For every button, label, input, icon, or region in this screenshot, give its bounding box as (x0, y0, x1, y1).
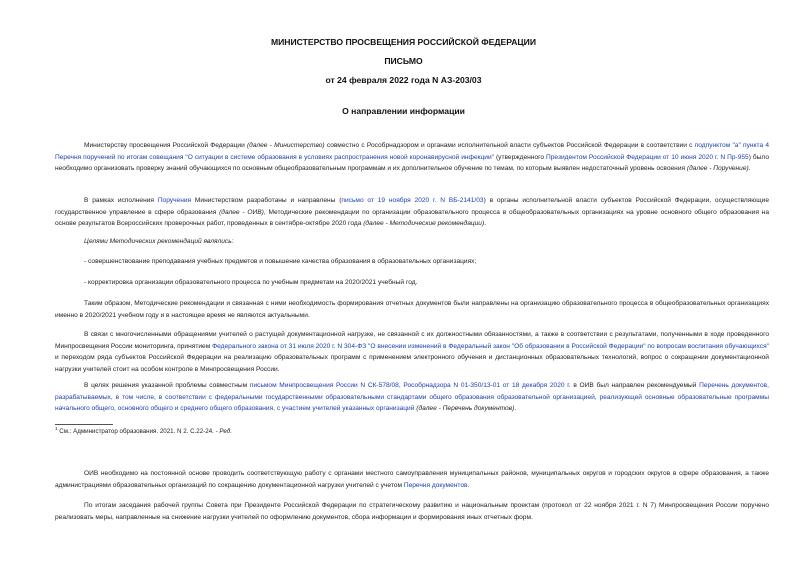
paragraph-6: Таким образом, Методические рекомендации и связанная с ними необходимость формирования отчетных документов были направлены на организацию образовательного процесса в общеобразовательных организациях именно в 2020/2021 учебном году и в настоящее время не являются актуальными. (55, 300, 769, 319)
paragraph-9: ОИВ необходимо на постоянной основе проводить соответствующую работу с органами местного самоуправления муниципальных районов, муниципальных округов и городских округов в сфере образования, а также администрациями образовательных организаций по сокращению документационной нагрузки учителей с учетом Перечня документов. (55, 470, 769, 489)
paragraph-7: В связи с многочисленными обращениями учителей о растущей документационной нагрузке, не связанной с их должностными обязанностями, а также в соответствии с результатами, полученными в ходе проведенного Минпросвещения России мониторинга, принятием Федерального закона от 31 июля 2020 г. N 304-ФЗ "О внесении изменений в Федеральный закон "Об образовании в Российской Федерации" по вопросам воспитания обучающихся" и переходом ряда субъектов Российской Федерации на реализацию образовательных программ с применением электронного обучения и дистанционных образовательных технологий, вопрос о сокращении документационной нагрузки учителей стоит на особом контроле в Минпросвещения России. (55, 331, 769, 373)
paragraph-1: Министерству просвещения Российской Федерации (далее - Министерство) совместно с Рособрнадзором и органами исполнительной власти субъектов Российской Федерации в соответствии с подпунктом "а" пункта 4 Перечня поручений по итогам совещания "О ситуации в системе образования в условиях распространения новой коронавирусной инфекции" (утвержденного Президентом Российской Федерации от 10 июня 2020 г. N Пр-955) было необходимо организовать проверку знаний обучающихся по основным общеобразовательным программам и их дополнительное обучение по темам, по которым выявлен недостаточный уровень освоения (далее - Поручение). (55, 142, 769, 173)
link-letter-vb-2141[interactable]: письмо от 19 ноября 2020 г. N ВБ-2141/03 (341, 197, 484, 204)
link-podpunkt-a[interactable]: подпунктом "а" пункта 4 Перечня поручений по итогам совещания "О ситуации в системе образования в условиях распространения новой коронавирусной инфекции" (55, 142, 769, 161)
link-letter-sk-578[interactable]: письмом Минпросвещения России N СК-578/08, Рособрнадзора N 01-350/13-01 от 18 декабря 2020 г. (249, 382, 571, 389)
paragraph-8: В целях решения указанной проблемы совместным письмом Минпросвещения России N СК-578/08, Рособрнадзора N 01-350/13-01 от 18 декабря 2020 г. в ОИВ был направлен рекомендуемый Перечень документов, разрабатываемых, в том числе, в соответствии с федеральными государственными образовательными стандартами общего образования образовательной организацией, реализующей основные образовательные программы начального общего, основного общего и среднего общего образования, с участием учителей указанных организаций (далее - Перечень документов). (55, 382, 769, 413)
document-subject: О направлении информации (342, 106, 465, 116)
paragraph-goals-heading: Целями Методических рекомендаций являлись: (84, 238, 234, 245)
paragraph-10: По итогам заседания рабочей группы Совета при Президенте Российской Федерации по стратегическому развитию и национальным проектам (протокол от 22 ноября 2021 г. N 7) Минпросвещения России поручено реализовать меры, направленные на снижение нагрузки учителей по оформлению документов, сбора информации и формирования иных отчетных форм. (55, 502, 769, 521)
footnote: $^1$ См.: Администратор образования. 2021. N 2. С.22-24. - Ред. (55, 426, 232, 436)
document-date-number: от 24 февраля 2022 года N АЗ-203/03 (325, 75, 482, 85)
list-item-goal-2: - корректировка организации образовательного процесса по учебным предметам на 2020/2021 учебный год. (84, 279, 418, 286)
paragraph-2: В рамках исполнения Поручения Министерством разработаны и направлены (письмо от 19 ноября 2020 г. N ВБ-2141/03) в органы исполнительной власти субъектов Российской Федерации, осуществляющие государственное управление в сфере образования (далее - ОИВ), Методические рекомендации по организации образовательного процесса в общеобразовательных организациях на уровне основного общего образования на основе результатов Всероссийских проверочных работ, проведенных в сентябре-октябре 2020 года (далее - Методические рекомендации). (55, 197, 770, 228)
list-item-goal-1: - совершенствование преподавания учебных предметов и повышение качества образования в образовательных организациях; (84, 258, 477, 265)
footnote-divider (55, 424, 113, 425)
link-perechen-documents[interactable]: Перечень документов, разрабатываемых, в том числе, в соответствии с федеральными государственными образовательными стандартами общего образования образовательной организацией, реализующей основные образовательные программы начального общего, основного общего и среднего общего образования, с участием учителей указанных организаций (55, 382, 769, 413)
link-poruchenie[interactable]: Поручения (157, 197, 192, 204)
ministry-title: МИНИСТЕРСТВО ПРОСВЕЩЕНИЯ РОССИЙСКОЙ ФЕДЕРАЦИИ (270, 37, 537, 47)
link-perechen-documents-2[interactable]: Перечня документов (403, 481, 468, 489)
link-president-order[interactable]: Президентом Российской Федерации от 10 июня 2020 г. N Пр-955 (546, 153, 749, 161)
link-federal-law-304[interactable]: Федерального закона от 31 июля 2020 г. N 304-ФЗ "О внесении изменений в Федеральный закон "Об образовании в Российской Федерации" по вопросам воспитания обучающихся" (212, 342, 769, 350)
document-type: ПИСЬМО (384, 56, 423, 66)
